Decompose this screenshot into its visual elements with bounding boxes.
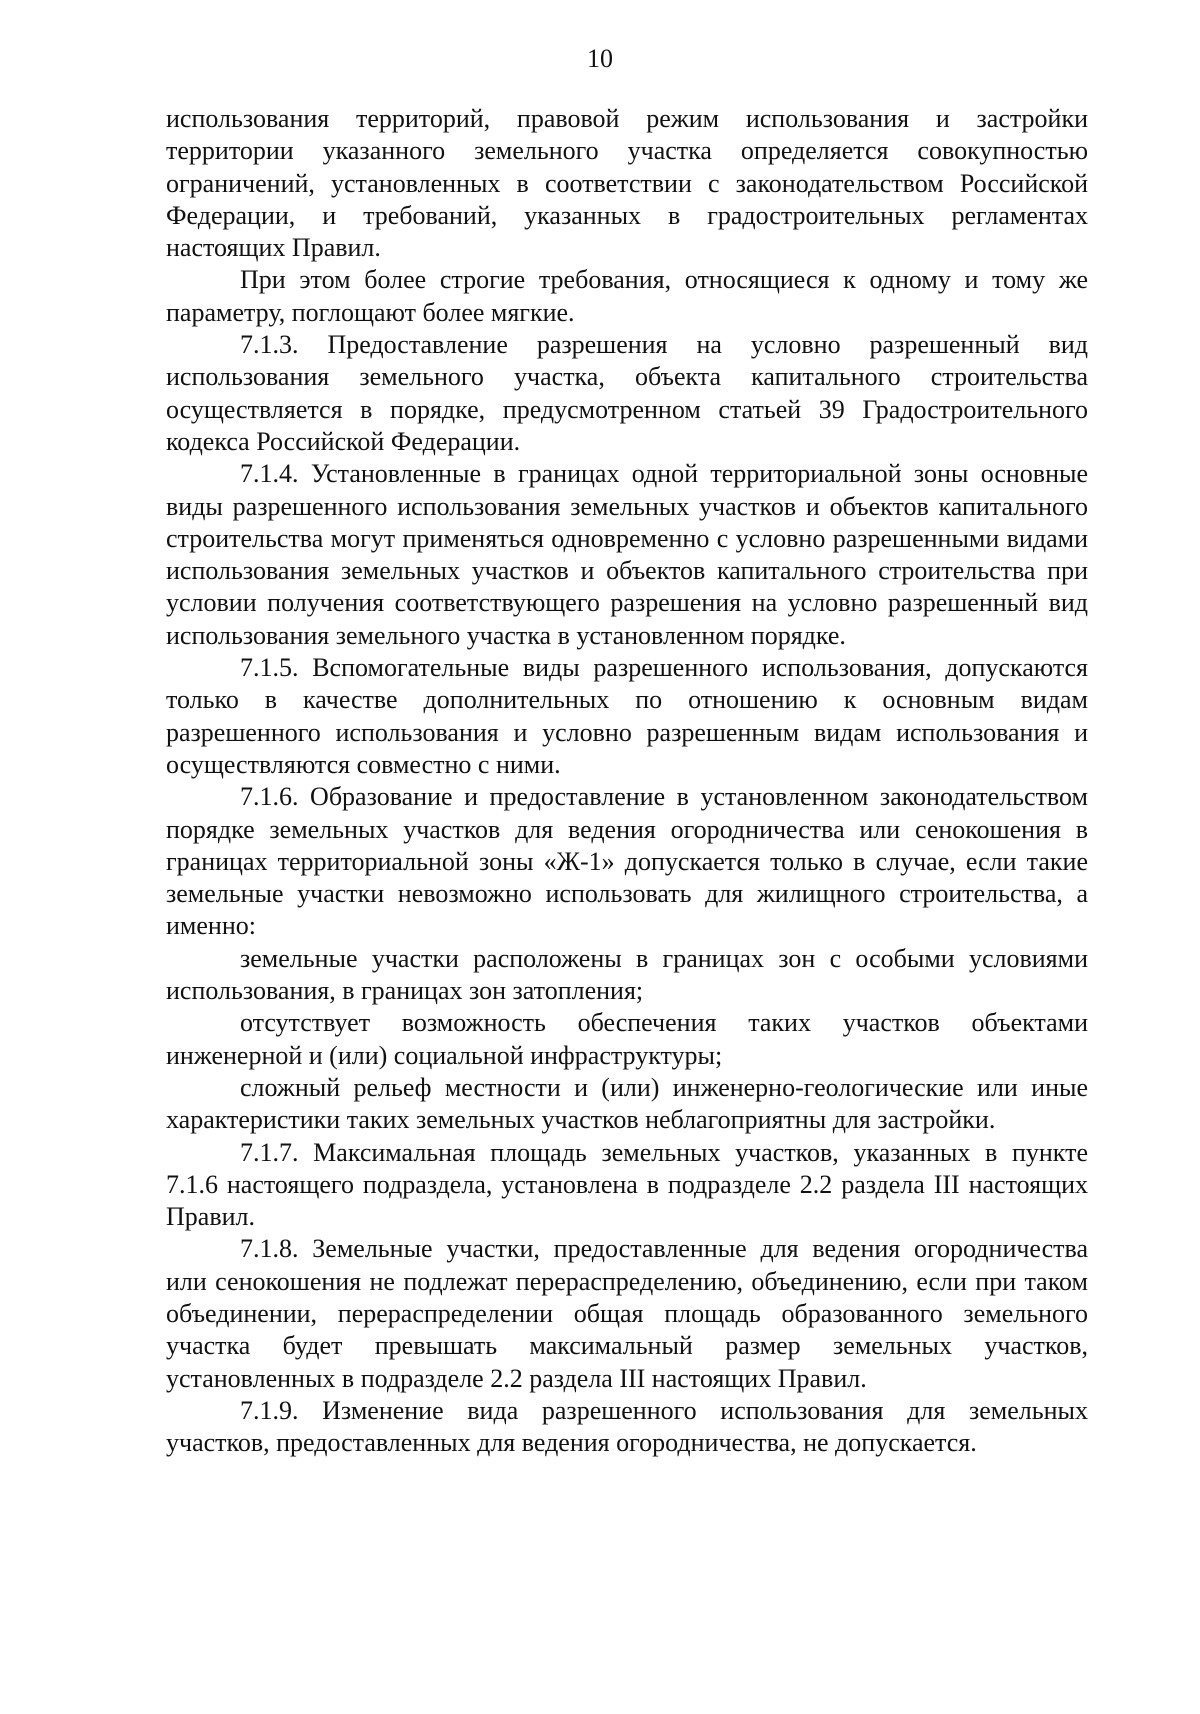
paragraph-stricter-requirements: При этом более строгие требования, относящиеся к одному и тому же параметру, поглощают более мягкие.	[166, 265, 1088, 327]
paragraph-7-1-9: 7.1.9. Изменение вида разрешенного использования для земельных участков, предоставленных для ведения огородничества, не допускается.	[166, 1395, 1088, 1458]
document-body	[166, 103, 1088, 1459]
paragraph-7-1-3: 7.1.3. Предоставление разрешения на условно разрешенный вид использования земельного участка, объекта капитального строительства осуществляется в порядке, предусмотренном статьей 39 Градостроительного кодекса Российской Федерации.	[166, 330, 1088, 456]
list-item-condition-3: сложный рельеф местности и (или) инженерно-геологические или иные характеристики таких земельных участков неблагоприятны для застройки.	[166, 1072, 1088, 1135]
paragraph-7-1-6: 7.1.6. Образование и предоставление в установленном законодательством порядке земельных участков для ведения огородничества или сенокошения в границах территориальной зоны «Ж-1» допускается только в случае, если такие земельные участки невозможно использовать для жилищного строительства, а именно:	[166, 782, 1088, 941]
page-number: 10	[587, 44, 613, 73]
paragraph-7-1-5: 7.1.5. Вспомогательные виды разрешенного использования, допускаются только в качестве дополнительных по отношению к основным видам разрешенного использования и условно разрешенным видам использования и осуществляются совместно с ними.	[166, 653, 1088, 779]
paragraph-continuation: использования территорий, правовой режим использования и застройки территории указанного земельного участка определяется совокупностью ограничений, установленных в соответствии с законодательством Российской Федерации, и требований, указанных в градостроительных регламентах настоящих Правил.	[166, 104, 1088, 263]
paragraph-7-1-7: 7.1.7. Максимальная площадь земельных участков, указанных в пункте 7.1.6 настоящего подраздела, установлена в подразделе 2.2 раздела III настоящих Правил.	[166, 1137, 1088, 1232]
list-item-condition-2: отсутствует возможность обеспечения таких участков объектами инженерной и (или) социальной инфраструктуры;	[166, 1008, 1088, 1070]
list-item-condition-1: земельные участки расположены в границах зон с особыми условиями использования, в границах зон затопления;	[166, 943, 1088, 1006]
paragraph-7-1-8: 7.1.8. Земельные участки, предоставленные для ведения огородничества или сенокошения не подлежат перераспределению, объединению, если при таком объединении, перераспределении общая площадь образованного земельного участка будет превышать максимальный размер земельных участков, установленных в подразделе 2.2 раздела III настоящих Правил.	[166, 1234, 1088, 1393]
paragraph-7-1-4: 7.1.4. Установленные в границах одной территориальной зоны основные виды разрешенного использования земельных участков и объектов капитального строительства могут применяться одновременно с условно разрешенными видами использования земельных участков и объектов капитального строительства при условии получения соответствующего разрешения на условно разрешенный вид использования земельного участка в установленном порядке.	[166, 459, 1088, 650]
